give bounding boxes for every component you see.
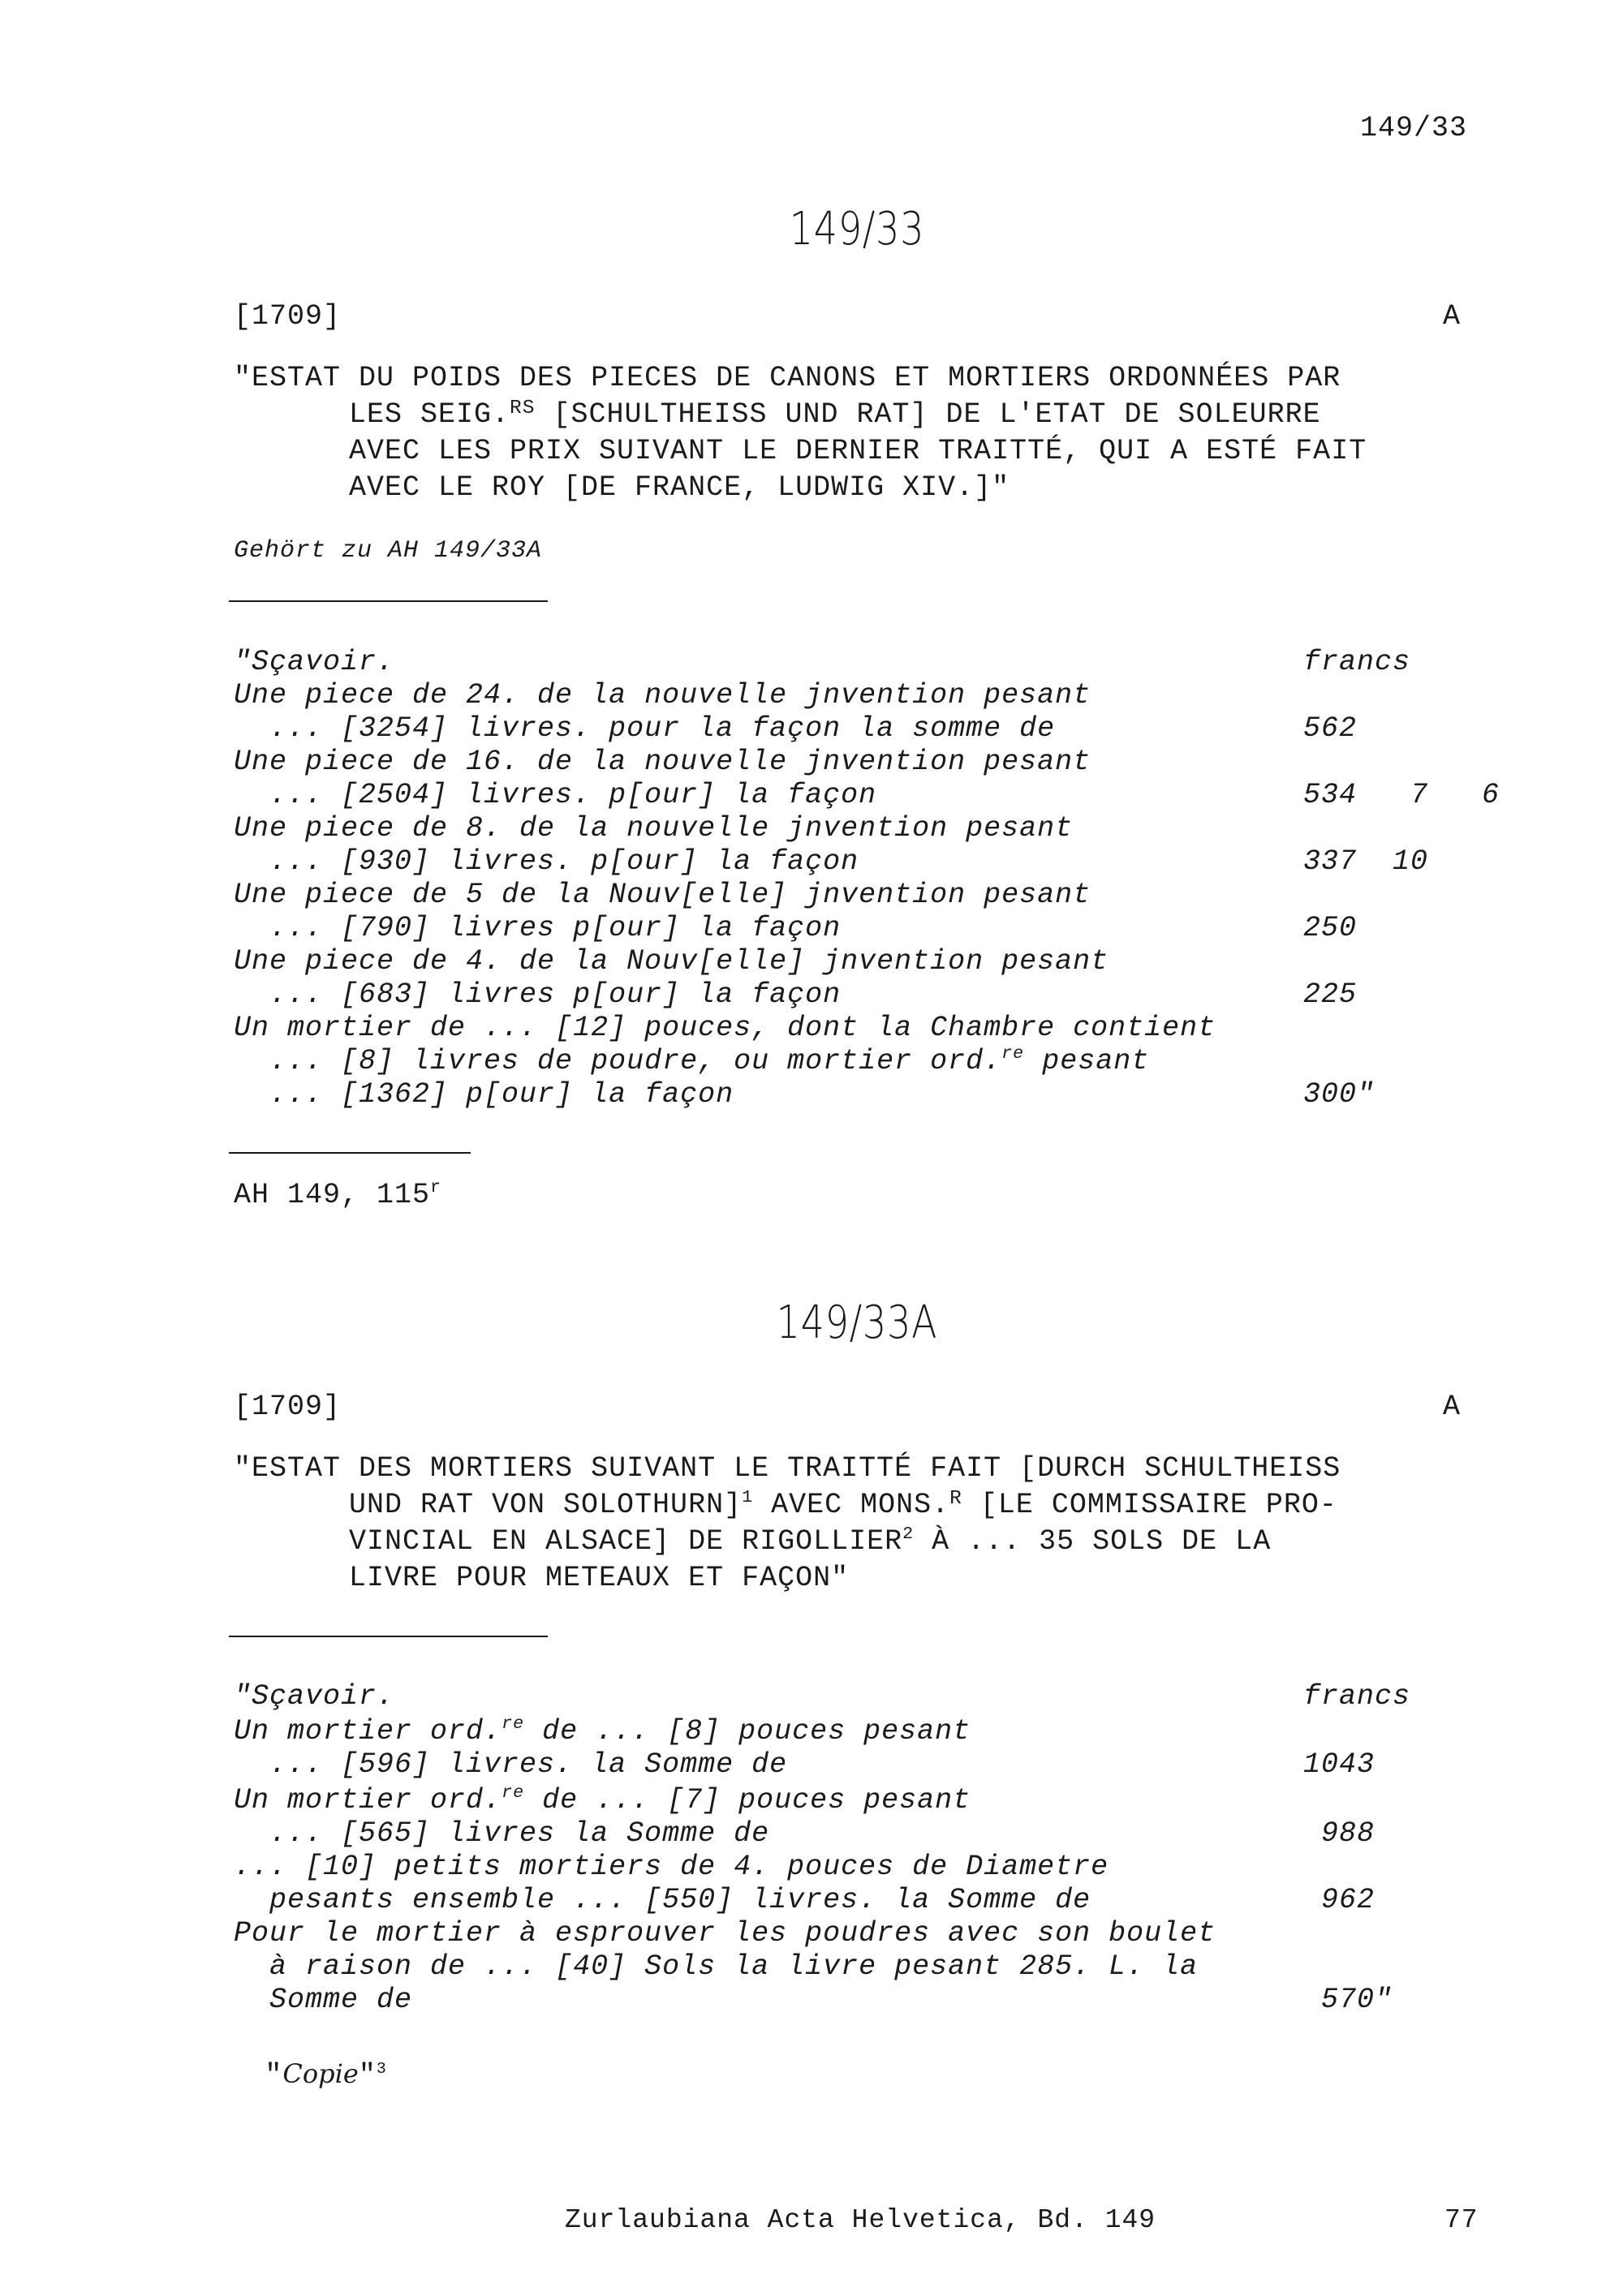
footnote-ref: 1 <box>742 1486 754 1507</box>
doc1-divider <box>229 600 548 602</box>
table-row: ... [8] livres de poudre, ou mortier ord.$^{re}$ pesant <box>234 1043 1150 1077</box>
table-row: ... [683] livres p[our] la façon <box>234 978 842 1011</box>
footnote-ref: 3 <box>376 2059 386 2079</box>
superscript: re <box>502 1713 525 1734</box>
row-value: 1043 <box>1303 1748 1375 1781</box>
doc1-source: AH 149, 115$^r$ <box>234 1176 442 1211</box>
footnote-ref: 2 <box>902 1523 915 1544</box>
doc1-title-line: "ESTAT DU POIDS DES PIECES DE CANONS ET MORTIERS ORDONNÉES PAR <box>234 362 1341 394</box>
table-row: Une piece de 4. de la Nouv[elle] jnvention pesant <box>234 945 1109 978</box>
row-value: 225 <box>1303 978 1358 1011</box>
running-header-ref: 149/33 <box>1360 112 1468 144</box>
doc1-source-divider <box>229 1152 471 1154</box>
table-row: à raison de ... [40] Sols la livre pesant 285. L. la <box>234 1950 1199 1983</box>
table-row: Un mortier ord.$^{re}$ de ... [7] pouces pesant <box>234 1782 971 1817</box>
doc1-col-header-right: francs <box>1303 646 1411 678</box>
doc2-divider <box>229 1636 548 1637</box>
doc2-mark: A <box>1443 1391 1462 1423</box>
table-row: ... [3254] livres. pour la façon la somme de <box>234 712 1056 745</box>
table-row: ... [10] petits mortiers de 4. pouces de Diametre <box>234 1851 1109 1883</box>
row-value: 300" <box>1303 1078 1375 1111</box>
footer-title: Zurlaubiana Acta Helvetica, Bd. 149 <box>565 2205 1156 2235</box>
doc1-mark: A <box>1443 300 1462 333</box>
row-value: 562 <box>1303 712 1358 745</box>
table-row: Une piece de 24. de la nouvelle jnvention pesant <box>234 679 1091 712</box>
row-value: 534 7 6 <box>1303 779 1500 811</box>
table-row: ... [930] livres. p[our] la façon <box>234 845 859 878</box>
table-row: Pour le mortier à esprouver les poudres avec son boulet <box>234 1917 1216 1950</box>
row-value: 570" <box>1303 1984 1393 2016</box>
doc2-date: [1709] <box>234 1391 342 1423</box>
table-row: ... [565] livres la Somme de <box>234 1817 770 1850</box>
doc2-title-line: UND RAT VON SOLOTHURN]$^1$ AVEC MONS.$^R$ [LE COMMISSAIRE PRO- <box>349 1486 1337 1521</box>
table-row: Un mortier ord.$^{re}$ de ... [8] pouces pesant <box>234 1713 971 1748</box>
row-value: 988 <box>1303 1817 1375 1850</box>
doc2-title-line: VINCIAL EN ALSACE] DE RIGOLLIER$^2$ À ... 35 SOLS DE LA <box>349 1523 1272 1558</box>
doc2-title-line: LIVRE POUR METEAUX ET FAÇON" <box>349 1562 850 1594</box>
copie-handwriting: Copie <box>282 2058 359 2089</box>
row-value: 250 <box>1303 912 1358 944</box>
superscript: r <box>430 1176 442 1197</box>
table-row: Somme de <box>234 1984 413 2016</box>
row-value: 962 <box>1303 1884 1375 1916</box>
doc2-col-header-right: francs <box>1303 1680 1411 1713</box>
table-row: Une piece de 16. de la nouvelle jnvention pesant <box>234 746 1091 778</box>
doc1-title-line: AVEC LES PRIX SUIVANT LE DERNIER TRAITTÉ, QUI A ESTÉ FAIT <box>349 435 1367 467</box>
doc1-date: [1709] <box>234 300 342 333</box>
title-superscript: R <box>949 1487 962 1510</box>
table-row: ... [2504] livres. p[our] la façon <box>234 779 877 811</box>
doc2-copie-note: "Copie"$^3$ <box>265 2058 386 2092</box>
superscript: re <box>1001 1043 1025 1064</box>
table-row: pesants ensemble ... [550] livres. la Somme de <box>234 1884 1091 1916</box>
row-value: 337 10 <box>1303 845 1429 878</box>
table-row: ... [790] livres p[our] la façon <box>234 912 842 944</box>
doc1-note: Gehört zu AH 149/33A <box>234 537 543 565</box>
table-row: ... [596] livres. la Somme de <box>234 1748 788 1781</box>
doc1-title-line: AVEC LE ROY [DE FRANCE, LUDWIG XIV.]" <box>349 471 1010 504</box>
title-superscript: RS <box>510 397 536 419</box>
footer-page-number: 77 <box>1444 2205 1479 2235</box>
table-row: ... [1362] p[our] la façon <box>234 1078 734 1111</box>
doc1-heading: 149/33 <box>789 203 925 256</box>
doc2-title-line: "ESTAT DES MORTIERS SUIVANT LE TRAITTÉ FAIT [DURCH SCHULTHEISS <box>234 1452 1341 1485</box>
doc2-col-header-left: "Sçavoir. <box>234 1680 395 1713</box>
doc1-col-header-left: "Sçavoir. <box>234 646 395 678</box>
table-row: Un mortier de ... [12] pouces, dont la Chambre contient <box>234 1012 1216 1044</box>
doc1-title-line: LES SEIG.$^{RS}$ [SCHULTHEISS UND RAT] DE L'ETAT DE SOLEURRE <box>349 397 1321 431</box>
table-row: Une piece de 8. de la nouvelle jnvention pesant <box>234 812 1074 845</box>
table-row: Une piece de 5 de la Nouv[elle] jnvention pesant <box>234 879 1091 911</box>
superscript: re <box>502 1782 525 1803</box>
doc2-heading: 149/33A <box>776 1296 938 1349</box>
